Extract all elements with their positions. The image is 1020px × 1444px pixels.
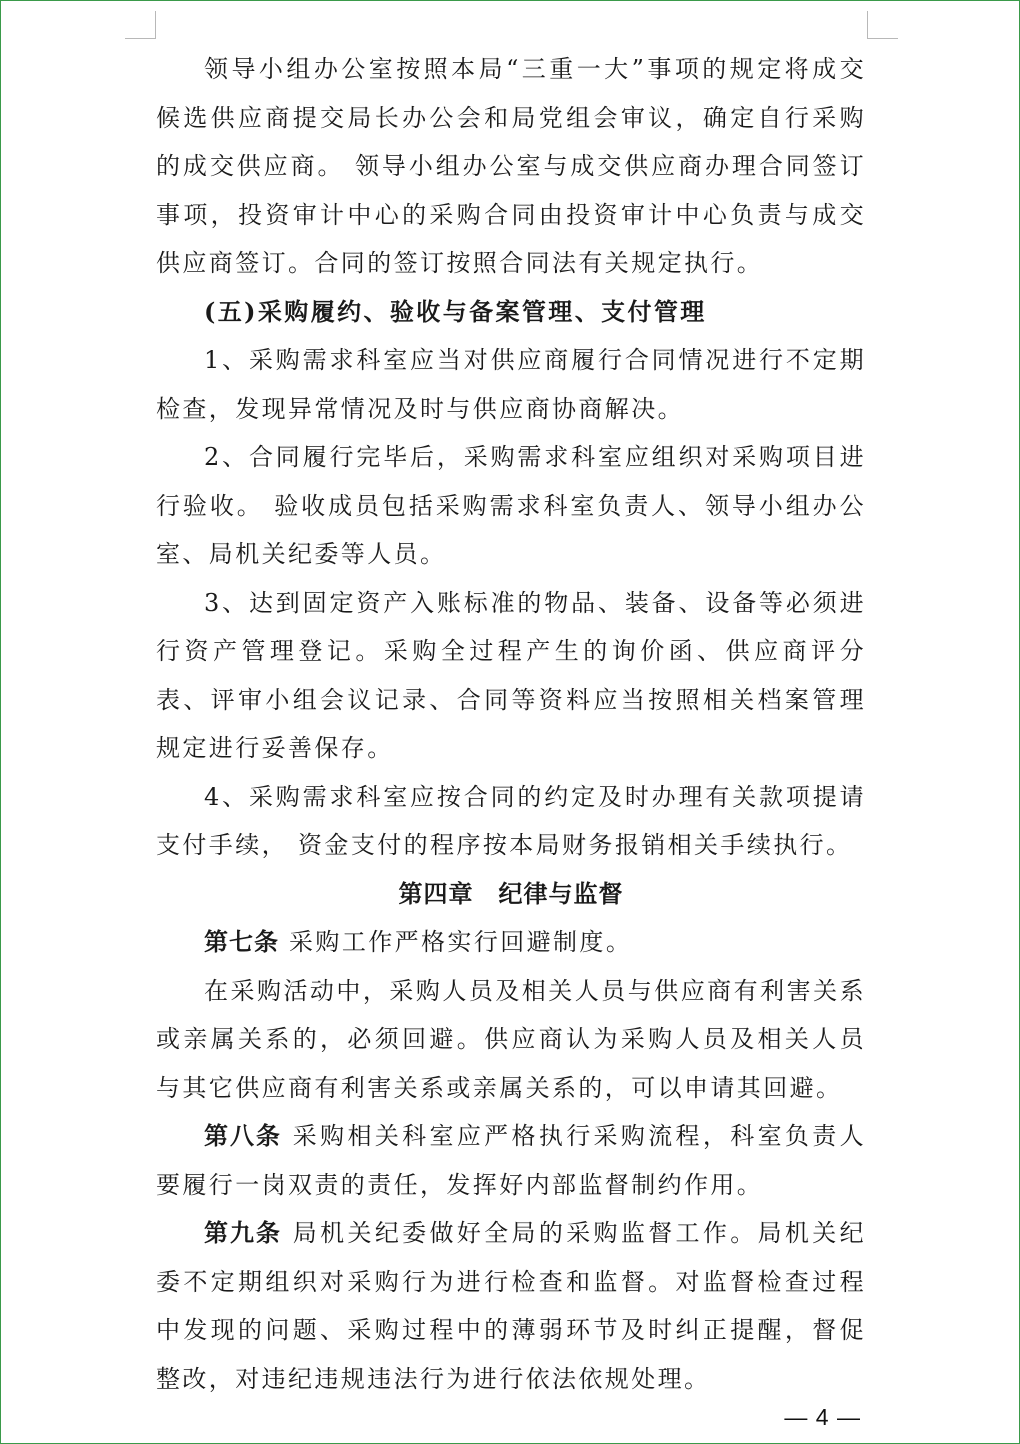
chapter-title: 第四章 纪律与监督 [398,879,624,908]
article-8-label: 第八条 [204,1122,282,1150]
article-8-text: 采购相关科室应严格执行采购流程，科室负责人要履行一岗双责的责任，发挥好内部监督制约作用。 [156,1122,866,1199]
article-8 [156,1112,866,1209]
article-9-label: 第九条 [204,1219,282,1247]
paragraph-approval: 领导小组办公室按照本局“三重一大”事项的规定将成交候选供应商提交局长办公会和局党组会审议，确定自行采购的成交供应商。 领导小组办公室与成交供应商办理合同签订事项，投资审计中心的采购合同由投资审计中心负责与成交供应商签订。合同的签订按照合同法有关规定执行。 [156,55,866,277]
list-item-4: 4、采购需求科室应按合同的约定及时办理有关款项提请支付手续， 资金支付的程序按本局财务报销相关手续执行。 [156,782,866,859]
article-7 [156,918,866,967]
section-title-performance: (五)采购履约、验收与备案管理、支付管理 [204,296,707,326]
article-7-label: 第七条 [204,928,279,956]
article-9 [156,1209,866,1403]
article-7-text: 采购工作严格实行回避制度。 [279,928,633,956]
document-body [156,45,866,1403]
crop-mark-top-right [867,11,898,39]
list-item-3: 3、达到固定资产入账标准的物品、装备、设备等必须进行资产管理登记。采购全过程产生的询价函、供应商评分表、评审小组会议记录、合同等资料应当按照相关档案管理规定进行妥善保存。 [156,588,866,762]
page-number: — 4 — [784,1404,861,1430]
article-7-detail: 在采购活动中，采购人员及相关人员与供应商有利害关系或亲属关系的，必须回避。供应商认为采购人员及相关人员与其它供应商有利害关系或亲属关系的，可以申请其回避。 [156,976,866,1102]
crop-mark-top-left [125,11,156,39]
article-9-text: 局机关纪委做好全局的采购监督工作。局机关纪委不定期组织对采购行为进行检查和监督。对监督检查过程中发现的问题、采购过程中的薄弱环节及时纠正提醒，督促整改，对违纪违规违法行为进行依法依规处理。 [156,1219,866,1393]
list-item-2: 2、合同履行完毕后，采购需求科室应组织对采购项目进行验收。 验收成员包括采购需求科室负责人、领导小组办公室、局机关纪委等人员。 [156,443,866,568]
list-item-1: 1、采购需求科室应当对供应商履行合同情况进行不定期检查，发现异常情况及时与供应商协商解决。 [156,346,866,423]
